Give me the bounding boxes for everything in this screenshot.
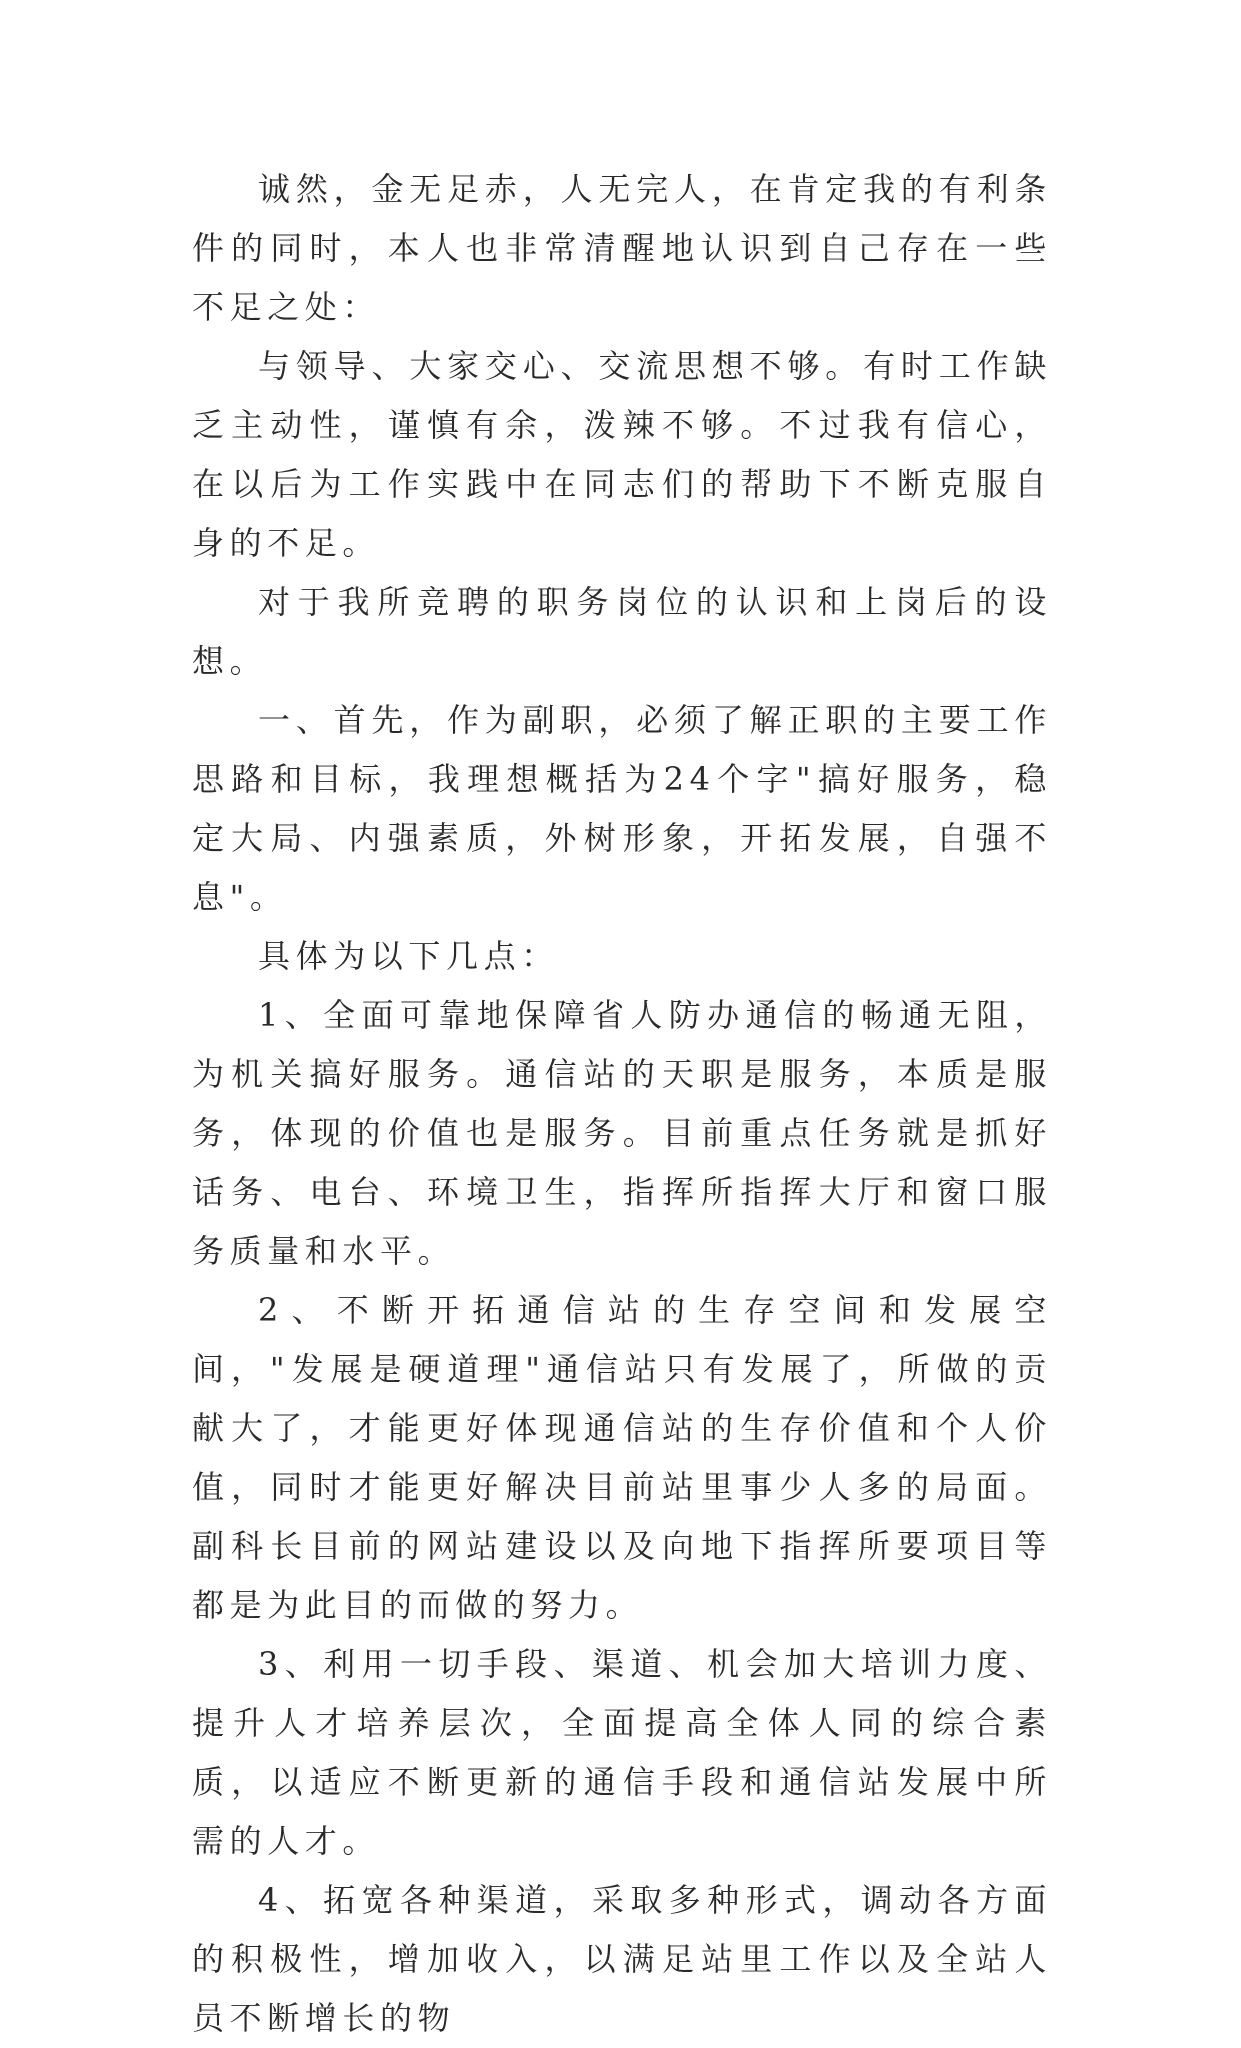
- paragraph: 1、全面可靠地保障省人防办通信的畅通无阻，为机关搞好服务。通信站的天职是服务，本质是服务，体现的价值也是服务。目前重点任务就是抓好话务、电台、环境卫生，指挥所指挥大厅和窗口服务质量和水平。: [192, 996, 1052, 1270]
- paragraph: 具体为以下几点：: [258, 937, 559, 975]
- paragraph: 诚然，金无足赤，人无完人，在肯定我的有利条件的同时，本人也非常清醒地认识到自己存在一些不足之处：: [192, 170, 1052, 326]
- paragraph: 2、不断开拓通信站的生存空间和发展空间，"发展是硬道理"通信站只有发展了，所做的贡献大了，才能更好体现通信站的生存价值和个人价值，同时才能更好解决目前站里事少人多的局面。副科长目前的网站建设以及向地下指挥所要项目等都是为此目的而做的努力。: [192, 1291, 1052, 1624]
- paragraph: 与领导、大家交心、交流思想不够。有时工作缺乏主动性，谨慎有余，泼辣不够。不过我有信心，在以后为工作实践中在同志们的帮助下不断克服自身的不足。: [192, 347, 1052, 562]
- paragraph: 4、拓宽各种渠道，采取多种形式，调动各方面的积极性，增加收入，以满足站里工作以及全站人员不断增长的物: [192, 1881, 1052, 2037]
- document-body: [192, 160, 1052, 2048]
- paragraph: 对于我所竞聘的职务岗位的认识和上岗后的设想。: [192, 583, 1052, 680]
- paragraph: 3、利用一切手段、渠道、机会加大培训力度、提升人才培养层次，全面提高全体人同的综合素质，以适应不断更新的通信手段和通信站发展中所需的人才。: [192, 1645, 1052, 1860]
- paragraph: 一、首先，作为副职，必须了解正职的主要工作思路和目标，我理想概括为24个字"搞好服务，稳定大局、内强素质，外树形象，开拓发展，自强不息"。: [192, 701, 1052, 916]
